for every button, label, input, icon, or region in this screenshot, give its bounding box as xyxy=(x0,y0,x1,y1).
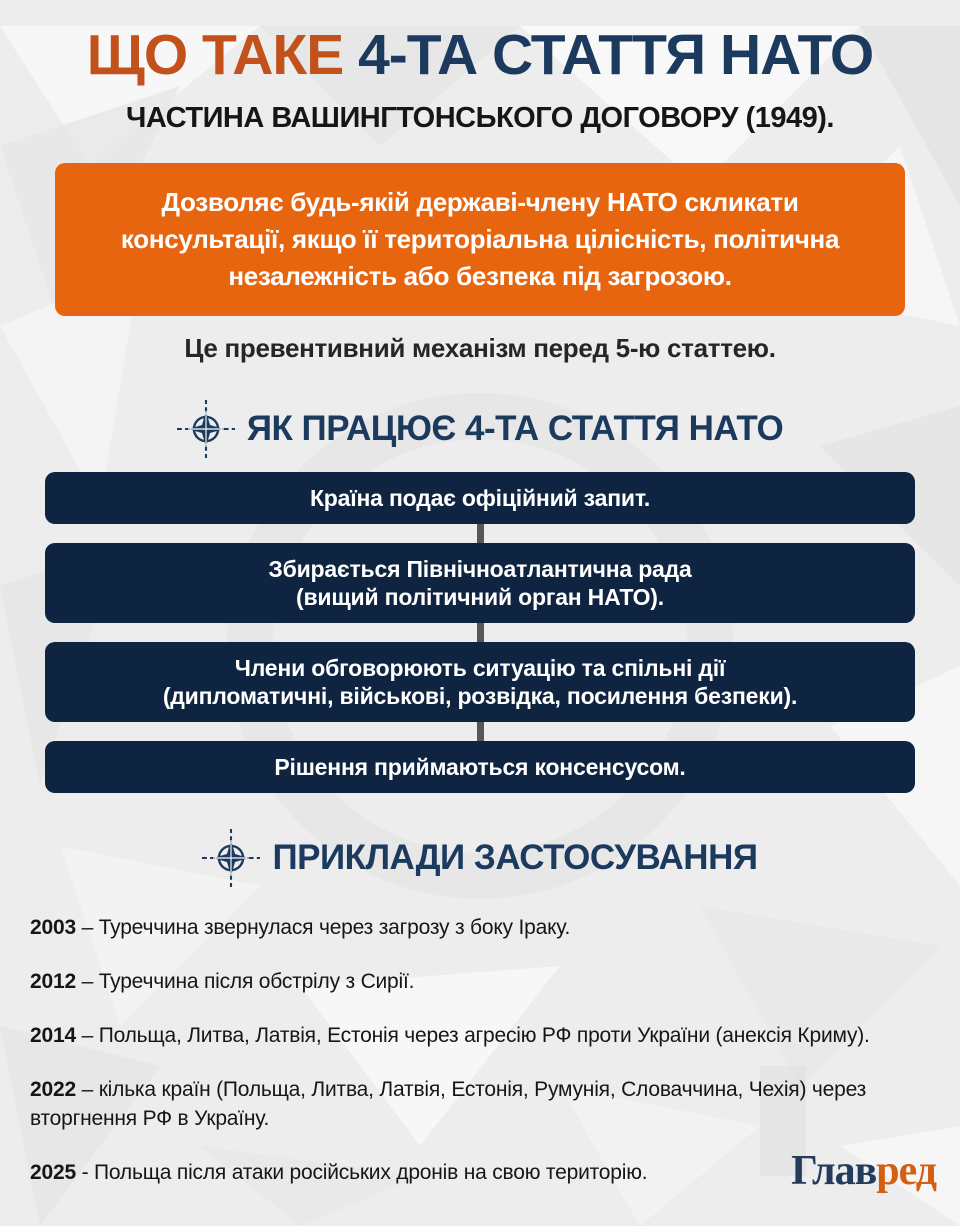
brand-logo-part2: ред xyxy=(876,1148,936,1194)
example-text: кілька країн (Польща, Литва, Латвія, Естонія, Румунія, Словаччина, Чехія) через вторгнення РФ в Україну. xyxy=(30,1077,867,1130)
flow-step-3 xyxy=(45,642,915,722)
lead-note: Це превентивний механізм перед 5-ю статтею. xyxy=(184,332,776,363)
page-title-highlight: ЩО ТАКЕ xyxy=(86,23,344,87)
page-title-rest: 4-ТА СТАТТЯ НАТО xyxy=(358,23,874,87)
section-how-title: ЯК ПРАЦЮЄ 4-ТА СТАТТЯ НАТО xyxy=(246,408,784,448)
example-separator: - xyxy=(81,1160,89,1184)
brand-logo-part1: Глав xyxy=(791,1148,877,1194)
flow-step-line: Члени обговорюють ситуацію та спільні дії xyxy=(234,654,726,681)
example-separator: – xyxy=(81,969,94,993)
infographic-nato-article4 xyxy=(0,23,960,1226)
flow-connector xyxy=(477,524,484,543)
flow-step-1 xyxy=(45,472,915,524)
example-text: Польща після атаки російських дронів на свою територію. xyxy=(94,1160,648,1184)
flow-step-4 xyxy=(45,741,915,793)
section-examples-header xyxy=(0,829,960,887)
example-text: Туреччина звернулася через загрозу з боку Іраку. xyxy=(98,915,571,939)
example-year: 2022 xyxy=(30,1077,76,1101)
flow-step-line: Рішення приймаються консенсусом. xyxy=(274,753,686,780)
example-item-2003 xyxy=(30,913,934,942)
brand-logo xyxy=(791,1150,936,1192)
example-year: 2003 xyxy=(30,915,76,939)
flow-step-line: Збирається Північноатлантична рада xyxy=(268,555,692,582)
examples-list xyxy=(30,913,934,1187)
example-separator: – xyxy=(81,1077,94,1101)
section-how-header xyxy=(0,400,960,458)
example-year: 2025 xyxy=(30,1160,76,1184)
steps-flowchart xyxy=(45,472,915,793)
example-separator: – xyxy=(81,915,94,939)
flow-step-line: (дипломатичні, військові, розвідка, посилення безпеки). xyxy=(162,682,798,709)
nato-compass-icon xyxy=(202,829,260,887)
lead-definition-line: Дозволяє будь-якій державі-члену НАТО скликати xyxy=(161,186,799,217)
nato-compass-icon xyxy=(177,400,235,458)
example-text: Польща, Литва, Латвія, Естонія через агресію РФ проти України (анексія Криму). xyxy=(98,1023,870,1047)
example-item-2014 xyxy=(30,1021,934,1050)
flow-step-line: (вищий політичний орган НАТО). xyxy=(296,583,664,610)
flow-connector xyxy=(477,722,484,741)
flow-step-line: Країна подає офіційний запит. xyxy=(309,484,651,511)
example-year: 2012 xyxy=(30,969,76,993)
example-item-2012 xyxy=(30,967,934,996)
page-title xyxy=(0,23,960,87)
flow-step-2 xyxy=(45,543,915,623)
flow-connector xyxy=(477,623,484,642)
example-text: Туреччина після обстрілу з Сирії. xyxy=(98,969,415,993)
page-subtitle: ЧАСТИНА ВАШИНГТОНСЬКОГО ДОГОВОРУ (1949). xyxy=(126,101,834,134)
example-year: 2014 xyxy=(30,1023,76,1047)
section-examples-title: ПРИКЛАДИ ЗАСТОСУВАННЯ xyxy=(272,837,758,877)
example-separator: – xyxy=(81,1023,94,1047)
lead-definition-box xyxy=(55,163,905,316)
lead-definition-line: незалежність або безпека під загрозою. xyxy=(228,260,732,291)
lead-definition-line: консультації, якщо її територіальна цілісність, політична xyxy=(120,223,840,254)
example-item-2022 xyxy=(30,1075,934,1133)
